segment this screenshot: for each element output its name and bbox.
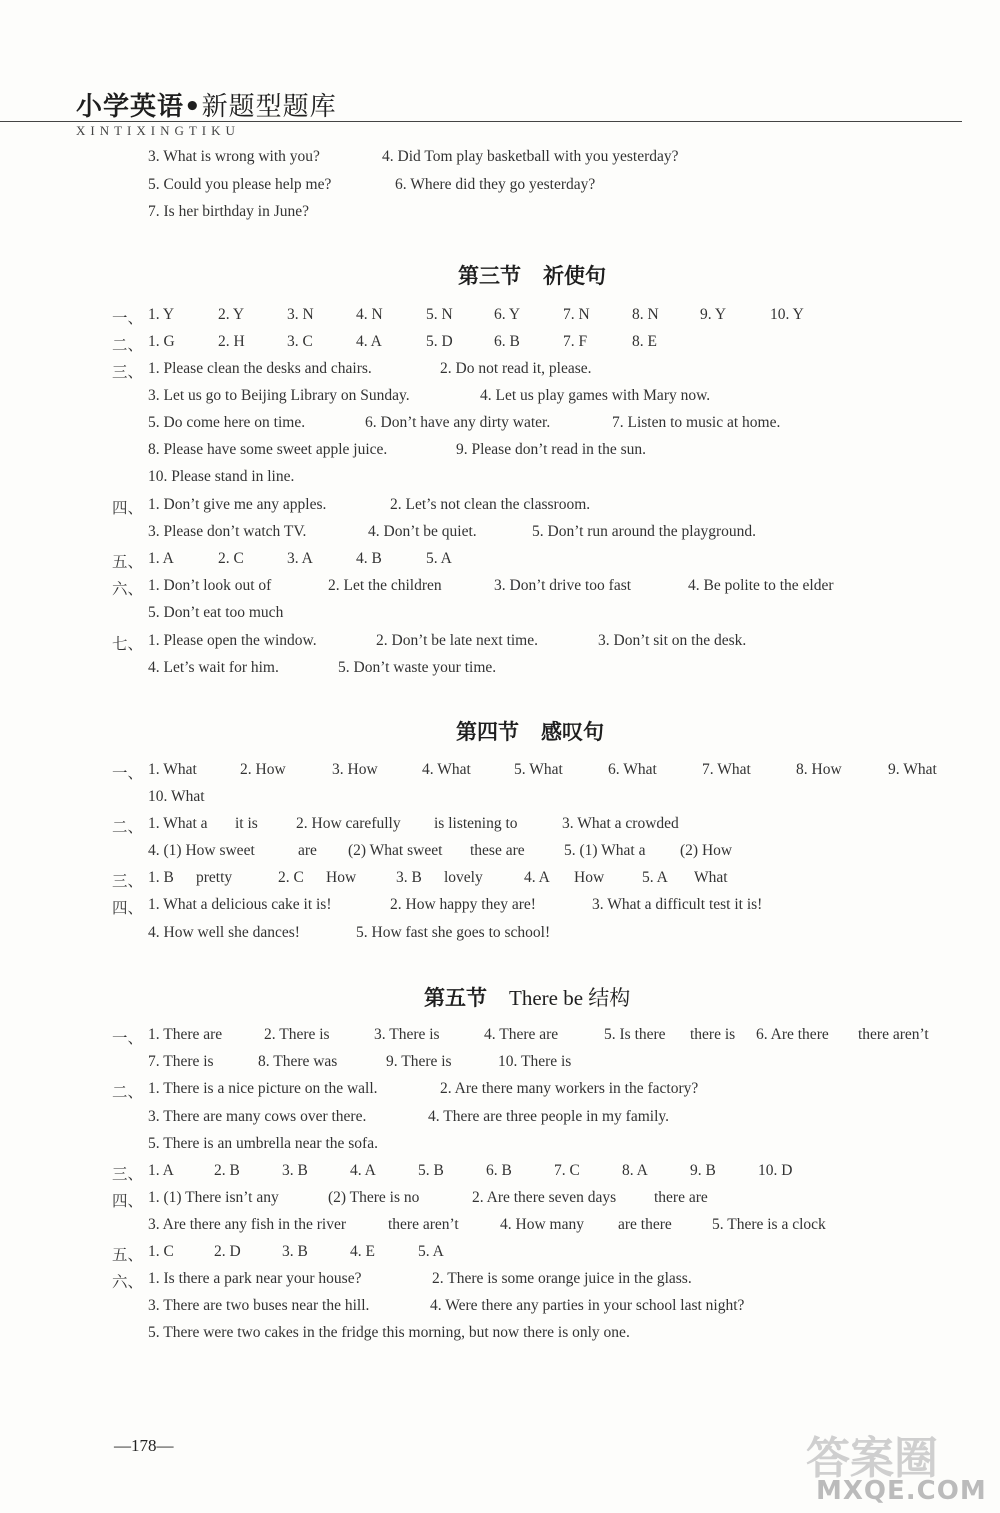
answer-item: 6. B: [494, 333, 520, 350]
answer-item: 4. There are three people in my family.: [428, 1108, 670, 1125]
answer-item: 5. Do come here on time.: [148, 414, 306, 431]
answer-item: 4. B: [356, 550, 382, 567]
answer-item: 4. N: [356, 306, 383, 323]
book-title-sub: 新题型题库: [201, 92, 337, 122]
answer-item: 2. Let the children: [328, 577, 442, 594]
answer-item: 1. What: [148, 761, 197, 778]
answer-item: 4. There are: [484, 1026, 559, 1043]
answer-item: 8. N: [632, 306, 659, 323]
section-number: 第四节: [456, 720, 519, 744]
answer-item: 四、: [112, 500, 144, 517]
answer-item: it is: [235, 815, 258, 832]
answer-item: 6. Don’t have any dirty water.: [365, 414, 551, 431]
answer-item: 1. Don’t give me any apples.: [148, 496, 327, 513]
book-title: [76, 86, 337, 123]
answer-item: 9. Please don’t read in the sun.: [456, 441, 646, 458]
answer-item: 8. A: [622, 1162, 648, 1179]
answer-item: 四、: [112, 900, 144, 917]
answer-item: 6. Where did they go yesterday?: [395, 176, 596, 193]
answer-item: 七、: [112, 636, 144, 653]
answer-item: 4. Did Tom play basketball with you yesterday?: [382, 148, 679, 165]
answer-item: 2. B: [214, 1162, 240, 1179]
answer-item: 1. What a delicious cake it is!: [148, 896, 332, 913]
answer-item: 1. A: [148, 1162, 174, 1179]
answer-item: 2. Are there seven days: [472, 1189, 617, 1206]
answer-item: 五、: [112, 554, 144, 571]
answer-item: 10. Please stand in line.: [148, 468, 295, 485]
answer-item: are there: [618, 1216, 672, 1233]
answer-item: 五、: [112, 1247, 144, 1264]
answer-item: 4. (1) How sweet: [148, 842, 255, 859]
answer-item: there aren’t: [388, 1216, 459, 1233]
book-title-main: 小学英语: [76, 92, 185, 122]
answer-item: 5. Is there: [604, 1026, 666, 1043]
answer-item: 六、: [112, 581, 144, 598]
answer-item: 4. Be polite to the elder: [688, 577, 834, 594]
answer-item: 1. Y: [148, 306, 175, 323]
answer-item: 4. Don’t be quiet.: [368, 523, 477, 540]
answer-item: 7. F: [563, 333, 588, 350]
answer-item: (2) How: [680, 842, 733, 859]
answer-item: 2. H: [218, 333, 245, 350]
answer-item: 2. Are there many workers in the factory?: [440, 1080, 699, 1097]
answer-item: 2. D: [214, 1243, 241, 1260]
answer-item: 1. Please open the window.: [148, 632, 317, 649]
answer-item: are: [298, 842, 317, 859]
answer-item: is listening to: [434, 815, 518, 832]
answer-item: there aren’t: [858, 1026, 929, 1043]
answer-item: 2. There is: [264, 1026, 330, 1043]
answer-item: 1. Don’t look out of: [148, 577, 272, 594]
answer-item: 二、: [112, 337, 144, 354]
answer-item: 6. Y: [494, 306, 521, 323]
answer-item: 3. There are two buses near the hill.: [148, 1297, 370, 1314]
answer-item: 3. What is wrong with you?: [148, 148, 320, 165]
answer-item: (2) What sweet: [348, 842, 443, 859]
answer-item: 六、: [112, 1274, 144, 1291]
answer-item: 4. A: [350, 1162, 376, 1179]
answer-item: How: [326, 869, 357, 886]
answer-item: 2. Let’s not clean the classroom.: [390, 496, 591, 513]
answer-item: 3. C: [287, 333, 313, 350]
answer-item: 3. What a crowded: [562, 815, 679, 832]
answer-item: 2. There is some orange juice in the glass.: [432, 1270, 692, 1287]
answer-item: 6. Are there: [756, 1026, 829, 1043]
answer-item: 1. B: [148, 869, 174, 886]
answer-item: How: [574, 869, 605, 886]
answer-item: 7. N: [563, 306, 590, 323]
answer-item: 10. What: [148, 788, 205, 805]
answer-item: 9. What: [888, 761, 937, 778]
answer-item: 1. There is a nice picture on the wall.: [148, 1080, 378, 1097]
answer-item: 5. A: [418, 1243, 444, 1260]
section-name: 感叹句: [541, 720, 604, 744]
answer-item: 8. E: [632, 333, 657, 350]
answer-item: 2. Do not read it, please.: [440, 360, 592, 377]
answer-item: 9. B: [690, 1162, 716, 1179]
answer-item: 2. Y: [218, 306, 245, 323]
answer-item: 一、: [112, 1030, 144, 1047]
answer-item: 7. There is: [148, 1053, 214, 1070]
answer-item: 三、: [112, 1166, 144, 1183]
answer-item: 8. How: [796, 761, 842, 778]
answer-item: 3. Don’t drive too fast: [494, 577, 632, 594]
answer-item: 3. Are there any fish in the river: [148, 1216, 346, 1233]
answer-item: there is: [690, 1026, 736, 1043]
answer-item: 二、: [112, 819, 144, 836]
answer-item: (2) There is no: [328, 1189, 420, 1206]
answer-item: 3. A: [287, 550, 313, 567]
answer-item: 2. How: [240, 761, 286, 778]
section-title-3: [458, 260, 628, 290]
answer-item: 1. Is there a park near your house?: [148, 1270, 362, 1287]
answer-item: 1. A: [148, 550, 174, 567]
watermark-logo: 答案圈: [806, 1433, 938, 1484]
section-number: 第三节: [458, 264, 521, 288]
answer-item: 4. How many: [500, 1216, 584, 1233]
answer-item: 三、: [112, 364, 144, 381]
answer-item: there are: [654, 1189, 708, 1206]
answer-item: What: [694, 869, 728, 886]
answer-item: pretty: [196, 869, 233, 886]
answer-item: 2. How happy they are!: [390, 896, 536, 913]
answer-item: 5. There is an umbrella near the sofa.: [148, 1135, 378, 1152]
header-pinyin: XINTIXINGTIKU: [76, 123, 240, 138]
answer-item: 三、: [112, 873, 144, 890]
answer-item: 5. There is a clock: [712, 1216, 826, 1233]
answer-item: 1. G: [148, 333, 175, 350]
answer-item: 3. What a difficult test it is!: [592, 896, 763, 913]
answer-item: 9. Y: [700, 306, 727, 323]
answer-item: 4. Let’s wait for him.: [148, 659, 279, 676]
answer-item: 5. N: [426, 306, 453, 323]
answer-item: 8. There was: [258, 1053, 338, 1070]
answer-item: 5. Don’t eat too much: [148, 604, 284, 621]
answer-item: 6. What: [608, 761, 657, 778]
answer-item: 5. Don’t waste your time.: [338, 659, 497, 676]
answer-item: 7. Is her birthday in June?: [148, 203, 309, 220]
answer-item: 4. Let us play games with Mary now.: [480, 387, 711, 404]
answer-item: 6. B: [486, 1162, 512, 1179]
answer-item: 5. (1) What a: [564, 842, 646, 859]
answer-item: 7. What: [702, 761, 751, 778]
answer-item: 10. There is: [498, 1053, 572, 1070]
answer-item: 5. Don’t run around the playground.: [532, 523, 756, 540]
answer-item: 5. A: [426, 550, 452, 567]
answer-item: 1. There are: [148, 1026, 223, 1043]
answer-item: 4. A: [356, 333, 382, 350]
answer-item: 1. Please clean the desks and chairs.: [148, 360, 372, 377]
answer-item: 3. Don’t sit on the desk.: [598, 632, 747, 649]
page-number: —178—: [114, 1436, 174, 1455]
section-name: 祈使句: [543, 264, 606, 288]
answer-item: lovely: [444, 869, 483, 886]
answer-item: 3. There are many cows over there.: [148, 1108, 367, 1125]
answer-item: 5. How fast she goes to school!: [356, 924, 551, 941]
section-name: There be 结构: [509, 986, 631, 1010]
answer-item: 一、: [112, 310, 144, 327]
answer-item: 1. (1) There isn’t any: [148, 1189, 279, 1206]
answer-item: 3. Let us go to Beijing Library on Sunday.: [148, 387, 410, 404]
answer-item: 10. D: [758, 1162, 793, 1179]
answer-item: 2. Don’t be late next time.: [376, 632, 538, 649]
section-title-4: [456, 716, 626, 746]
answer-item: 5. B: [418, 1162, 444, 1179]
answer-item: 3. B: [282, 1243, 308, 1260]
answer-item: 10. Y: [770, 306, 804, 323]
book-title-dot: •: [184, 92, 202, 122]
answer-item: 5. A: [642, 869, 668, 886]
answer-item: 5. D: [426, 333, 453, 350]
answer-item: 一、: [112, 765, 144, 782]
answer-item: these are: [470, 842, 525, 859]
answer-item: 3. N: [287, 306, 314, 323]
answer-item: 7. Listen to music at home.: [612, 414, 781, 431]
answer-item: 3. There is: [374, 1026, 440, 1043]
answer-item: 5. There were two cakes in the fridge this morning, but now there is only one.: [148, 1324, 630, 1341]
answer-item: 3. B: [396, 869, 422, 886]
answer-item: 二、: [112, 1084, 144, 1101]
answer-item: 2. How carefully: [296, 815, 401, 832]
answer-item: 7. C: [554, 1162, 580, 1179]
answer-item: 3. B: [282, 1162, 308, 1179]
watermark: [762, 1418, 987, 1506]
answer-item: 9. There is: [386, 1053, 452, 1070]
answer-item: 4. A: [524, 869, 550, 886]
header-rule: [0, 121, 962, 122]
answer-item: 5. What: [514, 761, 563, 778]
answer-item: 1. What a: [148, 815, 208, 832]
answer-item: 4. What: [422, 761, 471, 778]
watermark-url: MXQE.COM: [816, 1476, 987, 1506]
answer-item: 8. Please have some sweet apple juice.: [148, 441, 388, 458]
section-number: 第五节: [424, 986, 487, 1010]
answer-item: 3. Please don’t watch TV.: [148, 523, 307, 540]
answer-item: 4. Were there any parties in your school last night?: [430, 1297, 745, 1314]
answer-item: 4. How well she dances!: [148, 924, 300, 941]
answer-item: 4. E: [350, 1243, 375, 1260]
answer-item: 2. C: [278, 869, 304, 886]
answer-item: 5. Could you please help me?: [148, 176, 332, 193]
answer-item: 2. C: [218, 550, 244, 567]
answer-item: 四、: [112, 1193, 144, 1210]
section-title-5: [424, 982, 652, 1012]
answer-item: 3. How: [332, 761, 378, 778]
answer-item: 1. C: [148, 1243, 174, 1260]
